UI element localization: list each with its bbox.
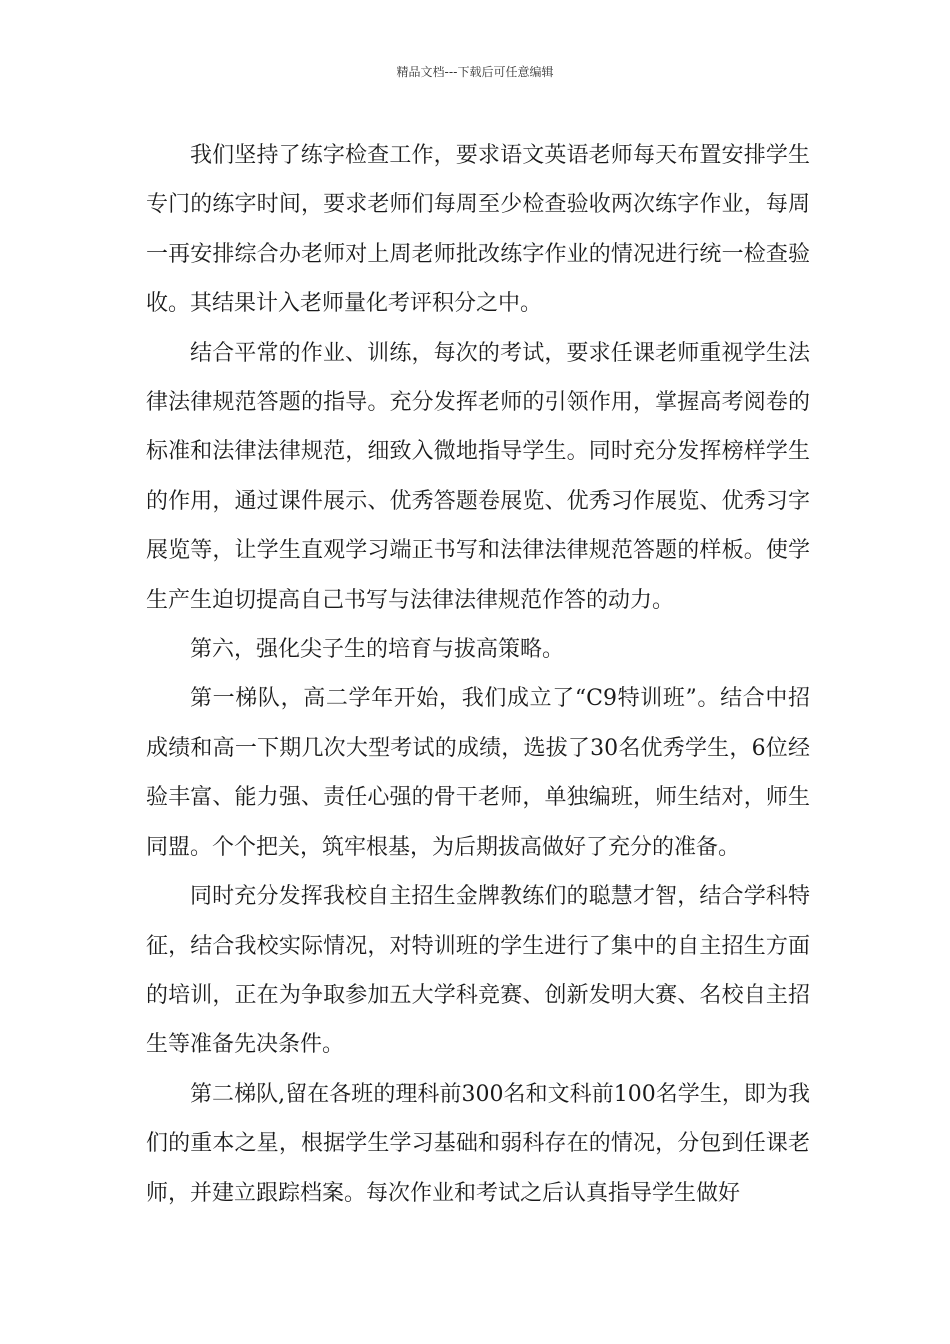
paragraph-2: 结合平常的作业、训练，每次的考试，要求任课老师重视学生法律法律规范答题的指导。充分发挥老师的引领作用，掌握高考阅卷的标准和法律法律规范，细致入微地指导学生。同时充分发挥榜样学生的作用，通过课件展示、优秀答题卷展览、优秀习作展览、优秀习字展览等，让学生直观学习端正书写和法律法律规范答题的样板。使学生产生迫切提高自己书写与法律法律规范作答的动力。: [146, 340, 810, 613]
paragraph-4: 第一梯队，高二学年开始，我们成立了“C9特训班”。结合中招成绩和高一下期几次大型考试的成绩，选拔了30名优秀学生，6位经验丰富、能力强、责任心强的骨干老师，单独编班，师生结对，师生同盟。个个把关，筑牢根基，为后期拔高做好了充分的准备。: [146, 686, 810, 860]
paragraph-3: 第六，强化尖子生的培育与拔高策略。: [190, 637, 565, 663]
document-body: [146, 131, 810, 1218]
paragraph-5: 同时充分发挥我校自主招生金牌教练们的聪慧才智，结合学科特征，结合我校实际情况，对特训班的学生进行了集中的自主招生方面的培训，正在为争取参加五大学科竞赛、创新发明大赛、名校自主招生等准备先决条件。: [146, 884, 810, 1058]
page-header: 精品文档---下载后可任意编辑: [396, 65, 554, 79]
paragraph-6: 第二梯队,留在各班的理科前300名和文科前100名学生，即为我们的重本之星，根据学生学习基础和弱科存在的情况，分包到任课老师，并建立跟踪档案。每次作业和考试之后认真指导学生做好: [146, 1081, 810, 1206]
paragraph-1: 我们坚持了练字检查工作，要求语文英语老师每天布置安排学生专门的练字时间，要求老师们每周至少检查验收两次练字作业，每周一再安排综合办老师对上周老师批改练字作业的情况进行统一检查验收。其结果计入老师量化考评积分之中。: [146, 143, 810, 317]
